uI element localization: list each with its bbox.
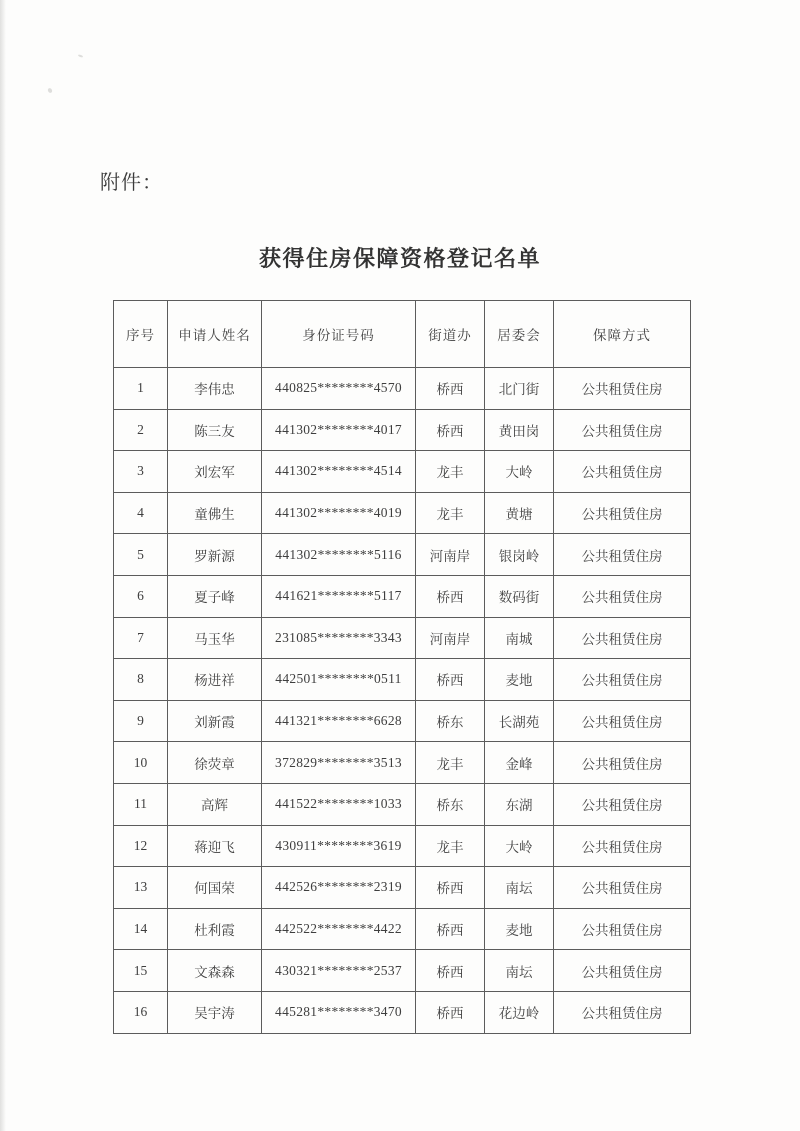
table-row	[114, 867, 691, 909]
table-cell: 桥西	[416, 575, 485, 617]
table-cell: 4	[114, 492, 168, 534]
table-cell: 公共租赁住房	[554, 451, 691, 493]
table-cell: 441302********4514	[262, 451, 416, 493]
table-cell: 麦地	[485, 908, 554, 950]
table-cell: 龙丰	[416, 825, 485, 867]
scan-edge-artifact	[0, 0, 6, 1131]
table-cell: 数码街	[485, 575, 554, 617]
table-cell: 桥西	[416, 409, 485, 451]
table-cell: 公共租赁住房	[554, 950, 691, 992]
table-cell: 430321********2537	[262, 950, 416, 992]
page-title: 获得住房保障资格登记名单	[258, 246, 541, 271]
table-cell: 杜利霞	[168, 908, 262, 950]
column-header: 保障方式	[554, 301, 691, 368]
column-header: 身份证号码	[262, 301, 416, 368]
table-cell: 徐荧章	[168, 742, 262, 784]
table-cell: 黄田岗	[485, 409, 554, 451]
table-cell: 430911********3619	[262, 825, 416, 867]
table-cell: 杨进祥	[168, 659, 262, 701]
table-cell: 3	[114, 451, 168, 493]
scan-speck	[78, 54, 83, 58]
table-cell: 南坛	[485, 867, 554, 909]
table-cell: 442522********4422	[262, 908, 416, 950]
table-cell: 李伟忠	[168, 368, 262, 410]
table-cell: 公共租赁住房	[554, 368, 691, 410]
table-header-row	[114, 301, 691, 368]
table-cell: 公共租赁住房	[554, 742, 691, 784]
column-header: 序号	[114, 301, 168, 368]
table-cell: 15	[114, 950, 168, 992]
table-cell: 公共租赁住房	[554, 700, 691, 742]
table-cell: 公共租赁住房	[554, 492, 691, 534]
table-cell: 14	[114, 908, 168, 950]
table-cell: 童佛生	[168, 492, 262, 534]
table-cell: 河南岸	[416, 617, 485, 659]
table-cell: 河南岸	[416, 534, 485, 576]
table-cell: 南城	[485, 617, 554, 659]
table-cell: 何国荣	[168, 867, 262, 909]
table-cell: 441321********6628	[262, 700, 416, 742]
table-cell: 13	[114, 867, 168, 909]
table-cell: 公共租赁住房	[554, 575, 691, 617]
table-cell: 11	[114, 783, 168, 825]
table-cell: 12	[114, 825, 168, 867]
table-cell: 桥西	[416, 368, 485, 410]
table-cell: 442501********0511	[262, 659, 416, 701]
table-row	[114, 409, 691, 451]
table-cell: 372829********3513	[262, 742, 416, 784]
table-cell: 大岭	[485, 825, 554, 867]
table-cell: 花边岭	[485, 991, 554, 1033]
table-cell: 1	[114, 368, 168, 410]
table-cell: 南坛	[485, 950, 554, 992]
table-cell: 公共租赁住房	[554, 617, 691, 659]
table-cell: 9	[114, 700, 168, 742]
table-row	[114, 783, 691, 825]
table-cell: 公共租赁住房	[554, 825, 691, 867]
table-cell: 10	[114, 742, 168, 784]
table-cell: 公共租赁住房	[554, 783, 691, 825]
table-row	[114, 991, 691, 1033]
table-cell: 刘新霞	[168, 700, 262, 742]
table-row	[114, 492, 691, 534]
table-row	[114, 950, 691, 992]
table-cell: 高辉	[168, 783, 262, 825]
table-cell: 东湖	[485, 783, 554, 825]
table-row	[114, 534, 691, 576]
table-cell: 长湖苑	[485, 700, 554, 742]
table-row	[114, 617, 691, 659]
table-cell: 441302********4019	[262, 492, 416, 534]
table-cell: 16	[114, 991, 168, 1033]
table-cell: 文森森	[168, 950, 262, 992]
table-cell: 桥西	[416, 659, 485, 701]
column-header: 街道办	[416, 301, 485, 368]
table-row	[114, 700, 691, 742]
table-cell: 桥东	[416, 783, 485, 825]
table-cell: 440825********4570	[262, 368, 416, 410]
table-cell: 441302********4017	[262, 409, 416, 451]
table-row	[114, 659, 691, 701]
table-cell: 夏子峰	[168, 575, 262, 617]
table-cell: 麦地	[485, 659, 554, 701]
table-cell: 陈三友	[168, 409, 262, 451]
table-cell: 刘宏军	[168, 451, 262, 493]
table-row	[114, 451, 691, 493]
table-cell: 公共租赁住房	[554, 991, 691, 1033]
table-cell: 445281********3470	[262, 991, 416, 1033]
table-cell: 罗新源	[168, 534, 262, 576]
table-row	[114, 575, 691, 617]
table-cell: 龙丰	[416, 451, 485, 493]
table-cell: 桥西	[416, 950, 485, 992]
table-cell: 蒋迎飞	[168, 825, 262, 867]
table-cell: 5	[114, 534, 168, 576]
table-cell: 马玉华	[168, 617, 262, 659]
table-row	[114, 368, 691, 410]
table-cell: 大岭	[485, 451, 554, 493]
table-cell: 公共租赁住房	[554, 659, 691, 701]
table-cell: 7	[114, 617, 168, 659]
column-header: 居委会	[485, 301, 554, 368]
table-cell: 公共租赁住房	[554, 867, 691, 909]
table-cell: 231085********3343	[262, 617, 416, 659]
table-cell: 桥西	[416, 867, 485, 909]
table-cell: 北门街	[485, 368, 554, 410]
table-cell: 8	[114, 659, 168, 701]
table-cell: 公共租赁住房	[554, 409, 691, 451]
table-cell: 公共租赁住房	[554, 908, 691, 950]
table-cell: 公共租赁住房	[554, 534, 691, 576]
table-row	[114, 742, 691, 784]
table-row	[114, 825, 691, 867]
table-cell: 441302********5116	[262, 534, 416, 576]
table-cell: 吴宇涛	[168, 991, 262, 1033]
table-row	[114, 908, 691, 950]
table-cell: 金峰	[485, 742, 554, 784]
table-cell: 2	[114, 409, 168, 451]
table-cell: 龙丰	[416, 492, 485, 534]
housing-registration-table	[113, 300, 691, 1034]
table-cell: 6	[114, 575, 168, 617]
table-cell: 桥东	[416, 700, 485, 742]
table-cell: 黄塘	[485, 492, 554, 534]
table-cell: 441621********5117	[262, 575, 416, 617]
table-cell: 441522********1033	[262, 783, 416, 825]
scan-speck	[47, 87, 53, 93]
attachment-label: 附件：	[100, 172, 163, 194]
table-cell: 442526********2319	[262, 867, 416, 909]
table-cell: 桥西	[416, 908, 485, 950]
column-header: 申请人姓名	[168, 301, 262, 368]
table-cell: 银岗岭	[485, 534, 554, 576]
table-cell: 桥西	[416, 991, 485, 1033]
table-cell: 龙丰	[416, 742, 485, 784]
